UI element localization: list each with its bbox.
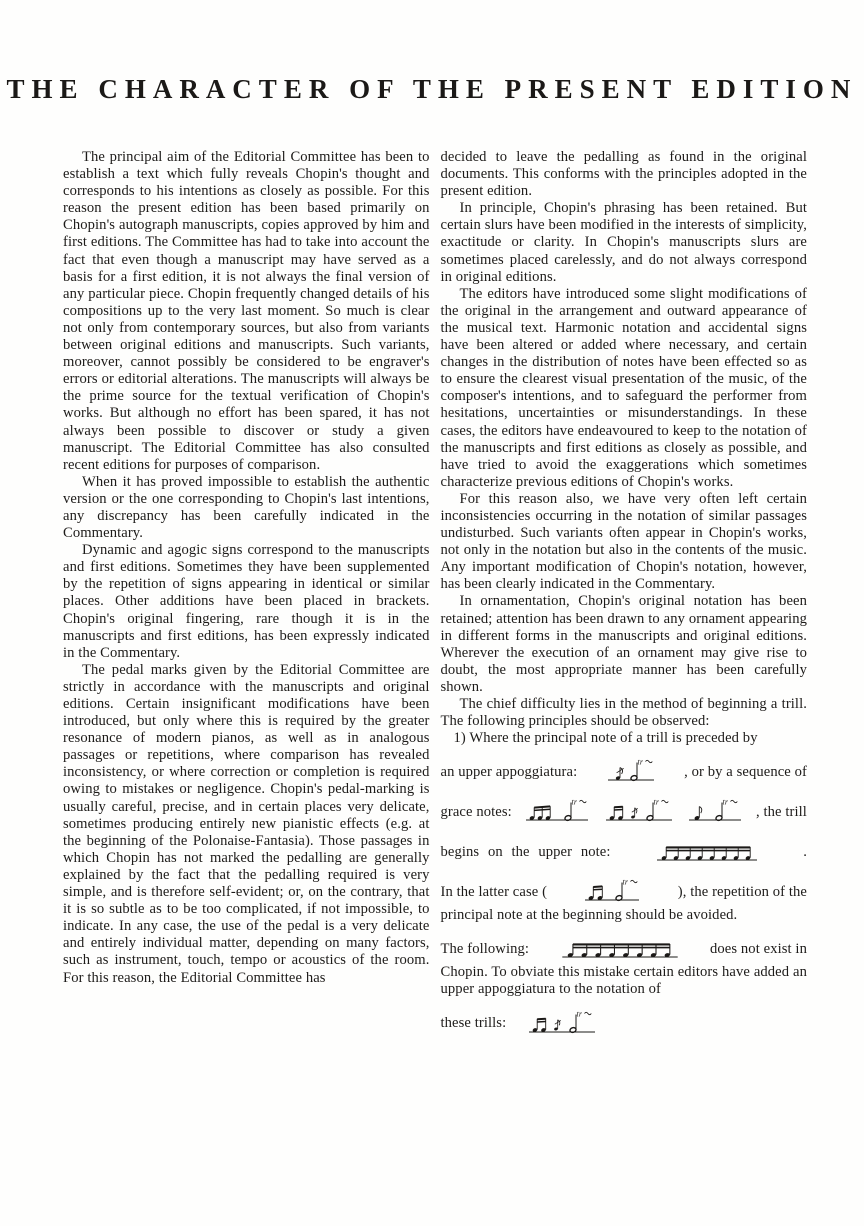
music-line-text: , or by a sequence of xyxy=(684,763,807,780)
left-column xyxy=(63,149,430,1039)
page-title: THE CHARACTER OF THE PRESENT EDITION xyxy=(6,74,858,104)
paragraph-editors-modifications: The editors have introduced some slight modifications of the original in the arrangement and outward appearance of the musical text. Harmonic notation and accidental signs have been altered or added where necessary, and certain changes in the distribution of notes have been effected so as to ensure the clearest visual presentation of the music, of the composer's intentions, and to safeguard the performer from hesitations, uncertainties or misunderstandings. In these cases, the editors have endeavoured to keep to the notation of the manuscripts and first editions as closely as possible, and have tried to avoid the exaggerations which sometimes characterize previous editions of Chopin's works. xyxy=(440,285,807,490)
paragraph-pedal-marks: The pedal marks given by the Editorial Committee are strictly in accordance with the manuscripts and original editions. Certain insignificant modifications have been introduced, but only where this is required by the greater resonance of modern pianos, as well as in analogous passages or repetitions, where comparison has revealed inconsistency, or where correction or completion is required owing to mistakes or negligence. Chopin's pedal-marking is usually careful, precise, and in certain places very delicate, sometimes producing entirely new pianistic effects (e.g. at the beginning of the Polonaise-Fantasia). Those passages in which Chopin has not marked the pedalling are generally explained by the fact that the pedalling required is very simple, and is therefore self-evident; or, on the contrary, that it is so subtle as to be too complicated, if not impossible, to indicate. In any case, the use of the pedal is a very delicate and entirely individual matter, depending on many factors, such as instrument, touch, tempo or acoustics of the room. For this reason, the Editorial Committee has xyxy=(63,661,430,986)
latter-case-notation-icon xyxy=(582,877,642,907)
paragraph-authentic-version: When it has proved impossible to establish the authentic version or the one corresponding to Chopin's last intentions, any discrepancy has been carefully indicated in the Commentary. xyxy=(63,473,430,542)
grace-notes-pair-grace-notation-icon xyxy=(603,797,675,827)
grace-notes-triple-notation-icon xyxy=(523,797,591,827)
paragraph-principal-aim: The principal aim of the Editorial Committee has been to establish a text which fully reveals Chopin's thought and corresponds to his intentions as closely as possible. For this reason the present edition has been based primarily on Chopin's autograph manuscripts, copies approved by him and first editions. The Committee has had to take into account the fact that even though a manuscript may have served as a basis for a first edition, it is not always the final version of any particular piece. Chopin frequently changed details of his compositions up to the very last moment. So much is clear not only from contemporary sources, but also from variants between original editions and manuscripts. Such variants, moreover, cannot possibly be considered to be engraver's errors or editorial alterations. The manuscripts will always be the prime source for the textual verification of Chopin's works. But although no effort has been spared, it has not always been possible to discover or study a given manuscript. The Editorial Committee has also consulted recent editions for purposes of comparison. xyxy=(63,149,430,473)
right-column xyxy=(441,149,808,1039)
music-line-these-trills xyxy=(441,1009,808,1039)
music-line-upper-note xyxy=(441,837,808,867)
music-line-appoggiatura xyxy=(441,757,808,787)
music-line-text: The following: xyxy=(440,940,530,957)
music-line-following xyxy=(441,934,808,964)
paragraph-dynamic-signs: Dynamic and agogic signs correspond to the manuscripts and first editions. Sometimes they have been supplemented by the repetition of signs appearing in identical or similar places. Other additions have been placed in brackets. Chopin's original fingering, rare though it is in the manuscripts and first editions, has been expressly indicated in the Commentary. xyxy=(63,542,430,661)
paragraph-chief-difficulty: The chief difficulty lies in the method of beginning a trill. The following principles should be observed: xyxy=(440,696,807,730)
text-columns xyxy=(63,149,807,1039)
music-line-text: begins on the upper note: xyxy=(440,843,611,860)
paragraph-ornamentation: In ornamentation, Chopin's original notation has been retained; attention has been drawn to any ornament appearing in different forms in the manuscripts and original editions. Wherever the execution of an ornament may give rise to doubt, the most appropriate manner has been carefully shown. xyxy=(440,593,807,695)
music-line-text: does not exist in xyxy=(710,940,807,957)
repeated-notes-run-notation-icon xyxy=(560,934,680,964)
music-line-text: an upper appoggiatura: xyxy=(440,763,578,780)
music-line-text: , the trill xyxy=(756,803,807,820)
paragraph-phrasing: In principle, Chopin's phrasing has been retained. But certain slurs have been modified in the interests of simplicity, exactitude or clarity. In Chopin's manuscripts slurs are sometimes placed carelessly, and do not always correspond in original editions. xyxy=(440,200,807,285)
book-page xyxy=(0,74,864,1226)
music-line-text: ), the repetition of the xyxy=(677,883,807,900)
added-appoggiatura-notation-icon xyxy=(526,1009,598,1039)
appoggiatura-notation-icon xyxy=(605,757,657,787)
music-line-text: In the latter case ( xyxy=(440,883,548,900)
upper-note-run-notation-icon xyxy=(654,837,760,867)
paragraph-inconsistencies: For this reason also, we have very often left certain inconsistencies occurring in the notation of similar passages undisturbed. Such variants often appear in Chopin's works, not only in the notation but also in the contents of the music. Any important modification of Chopin's notation, however, has been clearly indicated in the Commentary. xyxy=(440,490,807,593)
grace-notes-single-notation-icon xyxy=(686,797,744,827)
music-line-text: . xyxy=(803,843,807,860)
music-line-text: grace notes: xyxy=(440,803,512,820)
music-line-grace-notes xyxy=(441,797,808,827)
music-line-latter-case xyxy=(441,877,808,907)
trill-rule-intro: 1) Where the principal note of a trill is preceded by xyxy=(453,730,758,747)
music-line-text: these trills: xyxy=(440,1015,507,1032)
music-line-obviate: Chopin. To obviate this mistake certain editors have added an upper appoggiatura to the notation of xyxy=(440,964,807,998)
paragraph-pedalling-continued: decided to leave the pedalling as found in the original documents. This conforms with the principles adopted in the present edition. xyxy=(440,149,807,200)
music-line-avoided: principal note at the beginning should be avoided. xyxy=(440,907,738,924)
